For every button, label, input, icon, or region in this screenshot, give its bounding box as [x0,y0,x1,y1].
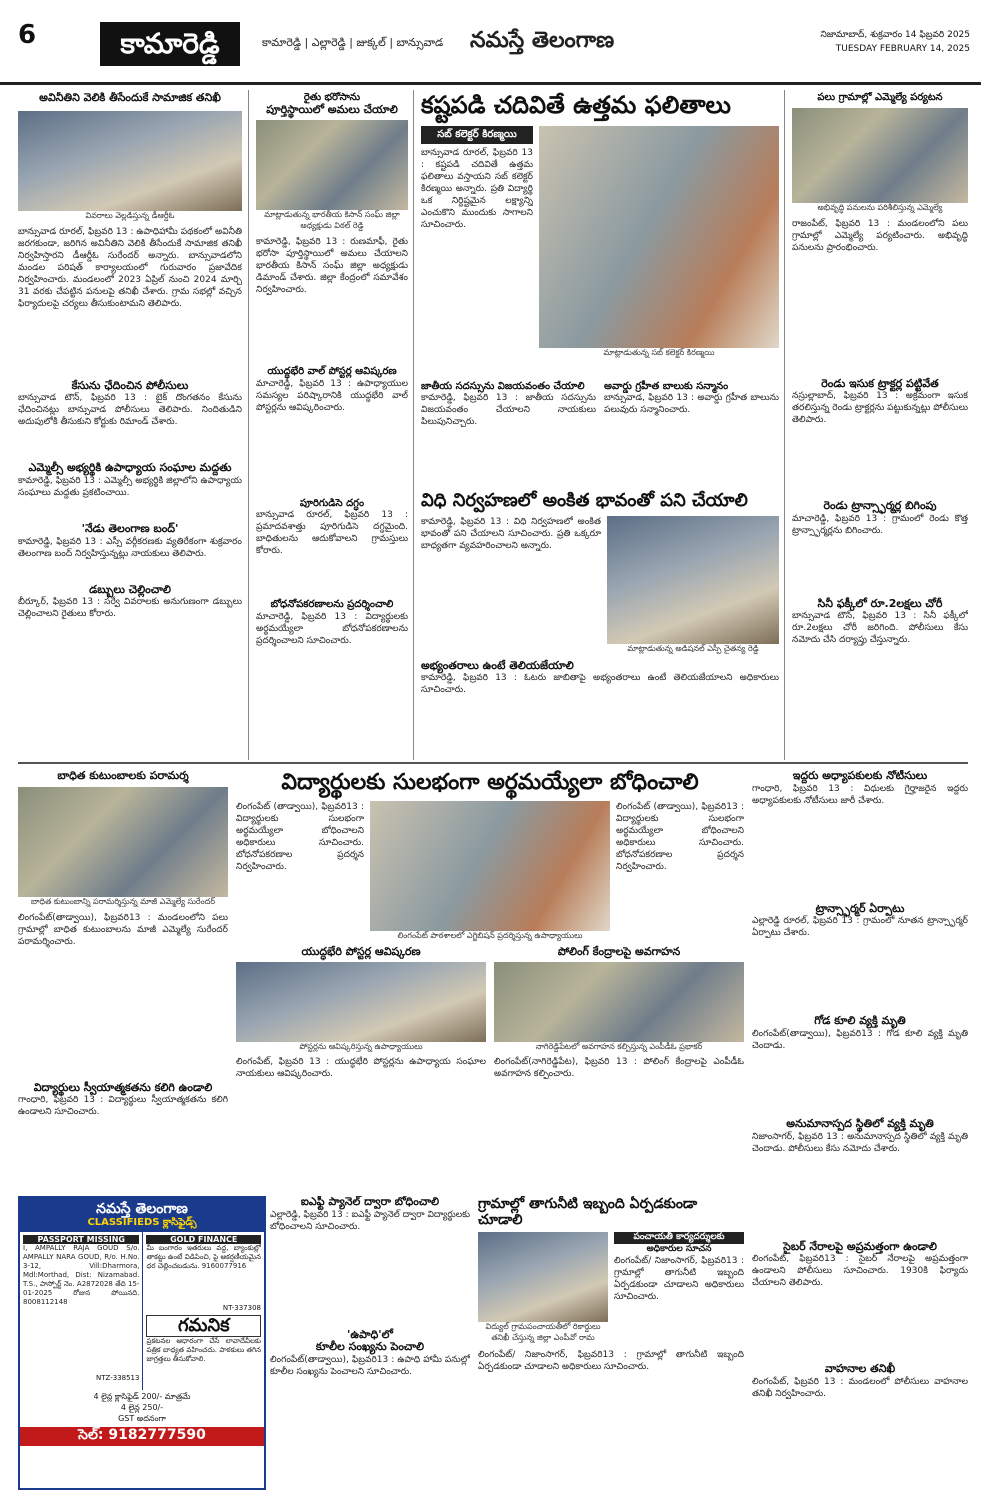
rate-line: GST అదనంగా [118,1414,166,1424]
date-telugu: నిజామాబాద్, శుక్రవారం 14 ఫిబ్రవరి 2025 [820,30,970,40]
article-body: లింగంపేట్, ఫిబ్రవరి13 : సైబర్ నేరాలపై అప్రమత్తంగా ఉండాలని పోలీసులు సూచించారు. 1930కి ఫిర్యాదు చేయాలని తెలిపారు. [752,1254,968,1289]
column-2 [256,92,408,760]
photo-caption: వివరాలు వెల్లడిస్తున్న డీఆర్డీఓ [85,210,175,220]
subhead: సబ్ కలెక్టర్ కిరణ్మయి [421,126,533,144]
headline: బాధిత కుటుంబాలకు పరామర్శ [57,770,189,782]
article-body: గాంధారి, ఫిబ్రవరి 13 : విధులకు గైర్హాజరైన ఇద్దరు అధ్యాపకులకు నోటీసులు జారీ చేశారు. [752,783,968,806]
rate-line: 4 లైన్ల 250/- [120,1403,164,1413]
article-body: బాన్సువాడ, ఫిబ్రవరి 13 : అవార్డు గ్రహీత బాలును పలువురు సన్మానించారు. [604,393,779,416]
headline: రెండు ఇసుక ట్రాక్టర్ల పట్టివేత [821,376,939,390]
photo-caption: లింగంపేట్ పాఠశాలలో ఎగ్జిబిషన్ ప్రదర్శిస్తున్న ఉపాధ్యాయులు [397,931,583,941]
headline: యుద్ధభేరి పోస్టర్ల ఆవిష్కరణ [301,945,421,959]
article-body: ఎల్లారెడ్డి రూరల్, ఫిబ్రవరి 13 : గ్రామంలో నూతన ట్రాన్స్ఫార్మర్ ఏర్పాటు చేశారు. [752,916,968,939]
photo-caption: నాగిరెడ్డిపేటలో అవగాహన కల్పిస్తున్న ఎంపీడీఓ ప్రభాకర్ [535,1041,703,1051]
passport-title: PASSPORT MISSING [23,1235,139,1244]
lower-bottom-left [270,1196,470,1486]
photo [607,516,779,644]
headline: ట్రాన్స్ఫార్మర్ ఏర్పాటు [815,901,905,915]
article-body: లింగంపేట్(తాడ్వాయి), ఫిబ్రవరి13 : ఉపాధి హామీ పనుల్లో కూలీల సంఖ్యను పెంచాలని సూచించారు. [270,1354,470,1377]
side-head: పంచాయతీ కార్యదర్శులకు [614,1232,744,1244]
article-body: మాచారెడ్డి, ఫిబ్రవరి 13 : విద్యార్థులకు అర్థమయ్యేలా బోధనోపకరణాలను ప్రదర్శించాలని సూచించారు. [256,611,408,646]
article-body: లింగంపేట్(నాగిరెడ్డిపేట), ఫిబ్రవరి 13 : పోలింగ్ కేంద్రాలపై ఎంపీడీఓ అవగాహన కల్పించారు. [494,1056,744,1079]
column-4 [792,92,968,760]
headline: పూర్తిస్థాయిలో అమలు చేయాలి [266,102,398,116]
article-body: కామారెడ్డి, ఫిబ్రవరి 13 : విధి నిర్వహణలో అంకిత భావంతో పని చేయాలని సూచించారు. ప్రతి ఒక్కరూ బాధ్యతగా వ్యవహరించాలని అన్నారు. [421,516,601,551]
headline: విద్యార్థులు స్వీయాత్మకతను కలిగి ఉండాలి [33,1080,213,1094]
ad-title: CLASSIFIEDS క్లాసిఫైడ్స్ [87,1217,197,1229]
headline: ఐఎఫ్టీ ప్యానెల్ ద్వారా బోధించాలి [300,1196,440,1208]
article-body: ఎల్లారెడ్డి, ఫిబ్రవరి 13 : ఐఎఫ్టీ ప్యానెల్ ద్వారా విద్యార్థులకు బోధించాలని సూచించారు. [270,1209,470,1232]
photo [370,801,610,931]
kicker: రైతు భరోసాను [303,92,361,103]
headline: పూరిగుడిసె దగ్ధం [299,497,365,509]
photo [236,962,486,1042]
headline: 'నేడు తెలంగాణ బంద్' [81,521,179,535]
headline: కేసును ఛేదించిన పోలీసులు [71,378,189,392]
center-column [421,92,779,760]
article-body: బాన్సువాడ టౌన్, ఫిబ్రవరి 13 : సినీ ఫక్కీలో రూ.2లక్షలు చోరీ జరిగింది. పోలీసులు కేసు నమోదు చేసి దర్యాప్తు చేస్తున్నారు. [792,611,968,646]
photo [18,787,228,897]
headline: విధి నిర్వహణలో అంకిత భావంతో పని చేయాలి [421,490,748,512]
date-english: TUESDAY FEBRUARY 14, 2025 [835,44,970,54]
page-number: 6 [18,20,37,50]
photo [18,111,242,211]
lower-bottom-right [478,1196,744,1486]
notice-title: గమనిక [146,1315,261,1338]
passport-code: NTZ-338513 [96,1373,140,1382]
headline: ఇద్దరు అధ్యాపకులకు నోటీసులు [792,770,928,782]
photo [478,1232,608,1322]
headline: బోధనోపకరణాలను ప్రదర్శించాలి [270,599,394,611]
section-divider [18,762,968,764]
lower-right-column [752,770,968,1490]
headline: సైబర్ నేరాలపై అప్రమత్తంగా ఉండాలి [783,1239,937,1253]
column-1 [18,92,242,760]
photo-caption: మాట్లాడుతున్న అడిషనల్ ఎస్పీ చైతన్య రెడ్డి [627,643,759,653]
article-body: కామారెడ్డి, ఫిబ్రవరి 13 : ఓటరు జాబితాపై అభ్యంతరాలు ఉంటే తెలియజేయాలని అధికారులు సూచించారు. [421,673,779,696]
headline: అనుమానాస్పద స్థితిలో వ్యక్తి మృతి [786,1116,934,1130]
article-body: మాచారెడ్డి, ఫిబ్రవరి 13 : గ్రామంలో రెండు కొత్త ట్రాన్స్ఫార్మర్లను బిగించారు. [792,513,968,536]
article-body: కామారెడ్డి, ఫిబ్రవరి 13 : ఎమ్మెల్సీ అభ్యర్థికి జిల్లాలోని ఉపాధ్యాయ సంఘాలు మద్దతు ప్రకటించాయి. [18,475,242,498]
article-body: బాన్సువాడ రూరల్, ఫిబ్రవరి 13 : ఉపాధిహామీ పథకంలో అవినీతి జరగకుండా, జరిగిన అవినీతిని వెలికి తీసేందుకే సామాజిక తనిఖీ నిర్వహిస్తారని డీఆర్డీఓ సురేందర్ అన్నారు. బాన్సువాడలోని మండల పరిషత్ కార్యాలయంలో గురువారం ప్రజావేదిక నిర్వహించారు. మండలంలో 2023 ఏప్రిల్ నుంచి 2024 మార్చి 31 వరకు చేపట్టిన పనులపై తనిఖీ చేశారు. గ్రామ సభల్లో వచ్చిన ఫిర్యాదులపై చర్యలు తీసుకుంటామని తెలిపారు. [18,226,242,309]
headline: పోలింగ్ కేంద్రాలపై అవగాహన [557,945,681,959]
lead-photo [539,126,779,348]
gold-title: GOLD FINANCE [146,1235,261,1244]
headline: యుద్ధభేరి వాల్ పోస్టర్ల ఆవిష్కరణ [267,366,397,378]
masthead [0,0,981,85]
photo-caption: మాట్లాడుతున్న భారతీయ కిసాన్ సంఘ్ జిల్లా అధ్యక్షుడు విఠల్ రెడ్డి [264,210,400,231]
paper-name: నమస్తే తెలంగాణ [470,28,615,53]
column-rule [413,90,414,760]
headline: గ్రామాల్లో తాగునీటి ఇబ్బంది ఏర్పడకుండా చూడాలి [478,1196,698,1229]
article-body: లింగంపేట్ (తాడ్వాయి), ఫిబ్రవరి13 : విద్యార్థులకు సులభంగా అర్థమయ్యేలా బోధించాలని అధికారులు సూచించారు. బోధనోపకరణాల ప్రదర్శన నిర్వహించారు. [236,802,364,873]
article-body: లింగంపేట్(తాడ్వాయి), ఫిబ్రవరి13 : గోడ కూలి వ్యక్తి మృతి చెందాడు. [752,1028,968,1051]
notice-text: ప్రకటనల ఆధారంగా చేసే లావాదేవీలకు పత్రిక బాధ్యత వహించదు. పాఠకులు తగిన జాగ్రత్తలు తీసుకోవాలి. [146,1337,261,1364]
article-body: లింగంపేట్, ఫిబ్రవరి 13 : యుద్ధభేరి పోస్టర్లను ఉపాధ్యాయ సంఘాల నాయకులు ఆవిష్కరించారు. [236,1056,486,1079]
article-body: లింగంపేట్(తాడ్వాయి), ఫిబ్రవరి13 : మండలంలోని పలు గ్రామాల్లో బాధిత కుటుంబాలను మాజీ ఎమ్మెల్యే సురేందర్ పరామర్శించారు. [18,912,228,947]
article-body: నస్రుల్లాబాద్, ఫిబ్రవరి 13 : అక్రమంగా ఇసుక తరలిస్తున్న రెండు ట్రాక్టర్లను పట్టుకున్నట్లు పోలీసులు తెలిపారు. [792,391,968,426]
passport-text: I, AMPALLY RAJA GOUD S/o. AMPALLY NARA GOUD, R/o. H.No. 3-12, Vill:Dharmora, Mdl:Morthad, Dist: Nizamabad. T.S., పాస్పోర్ట్ నెం. A2872028 తేది 15-01-2025 రోజున పోయినది. 8008112148 [23,1243,140,1306]
headline: జాతీయ సదస్సును విజయవంతం చేయాలి [421,380,585,392]
article-body: గాంధారి, ఫిబ్రవరి 13 : విద్యార్థులు స్వీయాత్మకతను కలిగి ఉండాలని సూచించారు. [18,1095,228,1118]
column-rule [784,90,785,760]
photo-caption: మాట్లాడుతున్న సబ్ కలెక్టర్ కిరణ్మయి [603,347,715,357]
classifieds-ad [18,1196,266,1490]
headline: విద్యార్థులకు సులభంగా అర్థమయ్యేలా బోధించాలి [281,770,699,795]
headline: రెండు ట్రాన్స్ఫార్మర్ల బిగింపు [823,499,937,513]
article-body: బీర్కూర్, ఫిబ్రవరి 13 : సర్వే వివరాలకు అనుగుణంగా డబ్బులు చెల్లించాలని రైతులు కోరారు. [18,597,242,620]
lower-main [236,770,744,1190]
places-line: కామారెడ్డి | ఎల్లారెడ్డి | జుక్కల్ | బాన్సువాడ [262,36,444,49]
headline: సినీ ఫక్కీలో రూ.2లక్షలు చోరీ [817,596,943,610]
article-body: లింగంపేట్, ఫిబ్రవరి 13 : మండలంలో పోలీసులు వాహనాల తనిఖీ నిర్వహించారు. [752,1376,968,1399]
headline: అవార్డు గ్రహీత బాలుకు సన్మానం [604,380,729,392]
photo-caption: అభివృద్ధి పనులను పరిశీలిస్తున్న ఎమ్మెల్యే [817,202,943,212]
article-body: బాన్సువాడ రూరల్, ఫిబ్రవరి 13 : ప్రమాదవశాత్తు పూరిగుడిసె దగ్ధమైంది. బాధితులను ఆదుకోవాలని గ్రామస్తులు కోరారు. [256,510,408,557]
photo [256,120,408,210]
section-title: కామారెడ్డి [100,22,240,66]
gold-code: NT-337308 [222,1303,261,1312]
article-body: మాచారెడ్డి, ఫిబ్రవరి 13 : ఉపాధ్యాయుల సమస్యల పరిష్కారానికి యుద్ధభేరి వాల్ పోస్టర్లను ఆవిష్కరించారు. [256,378,408,413]
lead-headline: కష్టపడి చదివితే ఉత్తమ ఫలితాలు [421,92,731,119]
article-body: నిజాంసాగర్, ఫిబ్రవరి 13 : అనుమానాస్పద స్థితిలో వ్యక్తి మృతి చెందాడు. పోలీసులు కేసు నమోదు చేశారు. [752,1131,968,1154]
article-body: బాన్సువాడ రూరల్, ఫిబ్రవరి 13 : కష్టపడి చదివితే ఉత్తమ ఫలితాలు వస్తాయని సబ్ కలెక్టర్ కిరణ్మయి అన్నారు. ప్రతి విద్యార్థి ఒక నిర్దిష్టమైన లక్ష్యాన్ని ఎంచుకొని ముందుకు సాగాలని సూచించారు. [421,147,533,230]
article-body: లింగంపేట్ (తాడ్వాయి), ఫిబ్రవరి13 : విద్యార్థులకు సులభంగా అర్థమయ్యేలా బోధించాలని అధికారులు సూచించారు. బోధనోపకరణాల ప్రదర్శన నిర్వహించారు. [616,802,744,873]
side-head: అధికారుల సూచన [646,1244,712,1255]
photo-caption: బాధిత కుటుంబాన్ని పరామర్శిస్తున్న మాజీ ఎమ్మెల్యే సురేందర్ [30,896,216,906]
headline: కూలీల సంఖ్యను పెంచాలి [315,1340,425,1354]
article-body: లింగంపేట్/ నిజాంసాగర్, ఫిబ్రవరి13 : గ్రామాల్లో తాగునీటి ఇబ్బంది ఏర్పడకుండా చూడాలని అధికారులు సూచించారు. [614,1255,744,1302]
headline: 'ఉపాధి'లో [347,1327,393,1341]
lower-left-column [18,770,228,1190]
dateline [758,28,970,56]
headline: ఎమ్మెల్సీ అభ్యర్థికి ఉపాధ్యాయ సంఘాల మద్దతు [28,461,232,475]
ad-brand: నమస్తే తెలంగాణ [96,1201,188,1217]
headline: డబ్బులు చెల్లించాలి [89,582,171,596]
article-body: కామారెడ్డి, ఫిబ్రవరి 13 : రుణమాఫీ, రైతు భరోసా పూర్తిస్థాయిలో అమలు చేయాలని భారతీయ కిసాన్ సంఘ్ జిల్లా అధ్యక్షుడు డిమాండ్ చేశారు. జిల్లా కేంద్రంలో సమావేశం నిర్వహించారు. [256,237,408,296]
photo [792,108,968,203]
photo [494,962,744,1042]
gold-text: మీ బంగారం ఇతరులు వద్ద, బ్యాంకుల్లో తాకట్టు ఉంటే విడిపించి, పై ఆకర్షణీయమైన ధర చెల్లించబడును. 9160077916 [146,1243,261,1270]
article-body: కామారెడ్డి, ఫిబ్రవరి 13 : ఎస్సీ వర్గీకరణకు వ్యతిరేకంగా శుక్రవారం తెలంగాణ బంద్ నిర్వహిస్తున్నట్లు నాయకులు తెలిపారు. [18,536,242,559]
headline: అవినీతిని వెలికి తీసేందుకే సామాజిక తనిఖీ [39,92,221,104]
headline: గోడ కూలి వ్యక్తి మృతి [814,1014,906,1028]
article-body: కామారెడ్డి, ఫిబ్రవరి 13 : జాతీయ సదస్సును విజయవంతం చేయాలని నాయకులు పిలుపునిచ్చారు. [421,393,596,428]
article-body: లింగంపేట్/ నిజాంసాగర్, ఫిబ్రవరి13 : గ్రామాల్లో తాగునీటి ఇబ్బంది ఏర్పడకుండా చూడాలని అధికారులు సూచించారు. [478,1349,744,1372]
headline: అభ్యంతరాలు ఉంటే తెలియజేయాలి [421,658,574,672]
article-body: బాన్సువాడ టౌన్, ఫిబ్రవరి 13 : బైక్ దొంగతనం కేసును ఛేదించినట్లు బాన్సువాడ పోలీసులు తెలిపారు. నిందితుడిని అదుపులోకి తీసుకుని కోర్టుకు రిమాండ్ చేశారు. [18,393,242,428]
article-body: రాజంపేట్, ఫిబ్రవరి 13 : మండలంలోని పలు గ్రామాల్లో ఎమ్మెల్యే పర్యటించారు. అభివృద్ధి పనులను ప్రారంభించారు. [792,218,968,253]
photo-caption: పోస్టర్లను ఆవిష్కరిస్తున్న ఉపాధ్యాయులు [299,1041,423,1051]
column-rule [248,90,249,760]
photo-caption: విద్యుల్ గ్రామపంచాయతీలో రికార్డులు తనిఖీ చేస్తున్న జిల్లా ఎంపీవో రామ [485,1322,601,1343]
ad-phone: సెల్: 9182777590 [20,1427,264,1446]
headline: పలు గ్రామాల్లో ఎమ్మెల్యే పర్యటన [817,92,943,103]
headline: వాహనాల తనిఖీ [824,1362,896,1376]
rate-line: 4 లైన్ల క్లాసిఫైడ్ 200/- మాత్రమే [93,1392,191,1402]
